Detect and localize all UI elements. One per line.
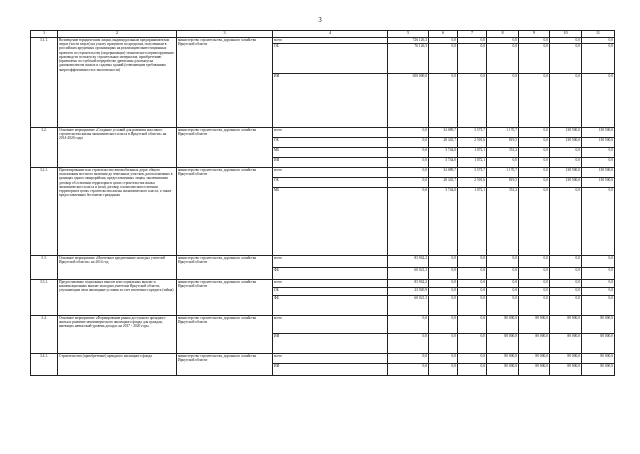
- amount-cell: 80 000,0: [582, 316, 615, 334]
- amount-cell: 726 126,3: [388, 38, 429, 44]
- amount-cell: 0,0: [582, 74, 615, 128]
- amount-cell: 0,0: [458, 38, 487, 44]
- amount-cell: 0,0: [519, 74, 550, 128]
- amount-cell: 3 573,7: [458, 168, 487, 178]
- amount-cell: 0,0: [550, 148, 582, 158]
- header-cell: 11: [582, 31, 615, 38]
- executor: министерство строительства, дорожного хозяйства Иркутской области: [177, 128, 273, 168]
- funding-source: всего: [273, 354, 388, 364]
- amount-cell: 0,0: [429, 288, 458, 296]
- measure-description: Основное мероприятие «Ипотечное кредитование молодых учителей Иркутской области» на 2014 год: [58, 256, 177, 280]
- amount-cell: 80 000,0: [487, 354, 519, 364]
- funding-source: всего: [273, 168, 388, 178]
- amount-cell: 0,0: [550, 44, 582, 74]
- funding-source: всего: [273, 316, 388, 334]
- amount-cell: 3 744,0: [429, 148, 458, 158]
- amount-cell: 0,0: [487, 74, 519, 128]
- table-row: [31, 354, 615, 364]
- header-cell: 4: [273, 31, 388, 38]
- amount-cell: 0,0: [582, 296, 615, 316]
- amount-cell: 138 500,0: [550, 178, 582, 188]
- amount-cell: 0,0: [519, 268, 550, 280]
- executor: министерство строительства, дорожного хозяйства Иркутской области: [177, 38, 273, 128]
- amount-cell: 3 744,0: [429, 158, 458, 168]
- table-row: [31, 168, 615, 178]
- row-number: 3.1.1.: [31, 38, 58, 128]
- amount-cell: 0,0: [550, 256, 582, 268]
- amount-cell: 0,0: [487, 44, 519, 74]
- amount-cell: 0,0: [487, 158, 519, 168]
- amount-cell: 0,0: [429, 354, 458, 364]
- header-cell: 7: [458, 31, 487, 38]
- amount-cell: 0,0: [550, 188, 582, 256]
- amount-cell: 80 000,0: [582, 364, 615, 376]
- measure-description: Строительство (приобретение) арендного жилищного фонда: [58, 354, 177, 376]
- amount-cell: 0,0: [519, 178, 550, 188]
- amount-cell: 0,0: [458, 280, 487, 288]
- amount-cell: 80 000,0: [487, 334, 519, 354]
- amount-cell: 0,0: [487, 296, 519, 316]
- amount-cell: 0,0: [458, 316, 487, 334]
- executor: министерство строительства, дорожного хозяйства Иркутской области: [177, 316, 273, 354]
- amount-cell: 0,0: [550, 268, 582, 280]
- table-row: [31, 316, 615, 334]
- measure-description: Основное мероприятие «Формирование рынка доступного арендного жилья и развитие некоммерческого жилищного фонда для граждан, имеющих невысокий уровень дохода» на 2017 - 2020 годы: [58, 316, 177, 354]
- table-body: [31, 38, 615, 376]
- amount-cell: 0,0: [582, 256, 615, 268]
- amount-cell: 80 000,0: [550, 354, 582, 364]
- amount-cell: 1 072,1: [458, 188, 487, 256]
- amount-cell: 0,0: [388, 354, 429, 364]
- amount-cell: 0,0: [487, 280, 519, 288]
- amount-cell: 138 500,0: [582, 138, 615, 148]
- header-cell: 3: [177, 31, 273, 38]
- amount-cell: 0,0: [429, 280, 458, 288]
- amount-cell: 76 126,3: [388, 44, 429, 74]
- executor: министерство строительства, дорожного хозяйства Иркутской области: [177, 168, 273, 256]
- program-table: [30, 30, 615, 376]
- amount-cell: 0,0: [458, 288, 487, 296]
- amount-cell: 0,0: [388, 148, 429, 158]
- amount-cell: 1 170,7: [487, 128, 519, 138]
- amount-cell: 0,0: [582, 268, 615, 280]
- amount-cell: 32 089,7: [429, 128, 458, 138]
- amount-cell: 80 000,0: [519, 364, 550, 376]
- amount-cell: 0,0: [388, 168, 429, 178]
- funding-source: ОБ: [273, 138, 388, 148]
- amount-cell: 0,0: [582, 158, 615, 168]
- amount-cell: 80 000,0: [550, 316, 582, 334]
- executor: министерство строительства, дорожного хозяйства Иркутской области: [177, 354, 273, 376]
- amount-cell: 1 072,1: [458, 148, 487, 158]
- amount-cell: 80 000,0: [582, 334, 615, 354]
- amount-cell: 0,0: [550, 296, 582, 316]
- amount-cell: 83 942,2: [388, 280, 429, 288]
- amount-cell: 0,0: [458, 44, 487, 74]
- amount-cell: 3 573,7: [458, 128, 487, 138]
- row-number: 3.4.: [31, 316, 58, 354]
- amount-cell: 32 089,7: [429, 168, 458, 178]
- amount-cell: 0,0: [550, 38, 582, 44]
- row-number: 3.3.: [31, 256, 58, 280]
- funding-source: МБ: [273, 188, 388, 256]
- funding-source: ОБ: [273, 44, 388, 74]
- amount-cell: 0,0: [519, 188, 550, 256]
- amount-cell: 0,0: [388, 178, 429, 188]
- funding-source: всего: [273, 280, 388, 288]
- amount-cell: 3 744,0: [429, 188, 458, 256]
- amount-cell: 0,0: [582, 44, 615, 74]
- funding-source: МБ: [273, 148, 388, 158]
- amount-cell: 80 000,0: [582, 354, 615, 364]
- funding-source: ОБ: [273, 178, 388, 188]
- amount-cell: 0,0: [519, 128, 550, 138]
- amount-cell: 819,5: [487, 138, 519, 148]
- amount-cell: 0,0: [519, 38, 550, 44]
- table-row: [31, 128, 615, 138]
- amount-cell: 60 021,3: [388, 296, 429, 316]
- executor: министерство строительства, дорожного хозяйства Иркутской области: [177, 280, 273, 316]
- amount-cell: 138 500,0: [582, 128, 615, 138]
- amount-cell: 0,0: [519, 138, 550, 148]
- funding-source: ИИ: [273, 74, 388, 128]
- amount-cell: 0,0: [429, 316, 458, 334]
- amount-cell: 0,0: [388, 188, 429, 256]
- amount-cell: 138 500,0: [550, 128, 582, 138]
- amount-cell: 0,0: [519, 168, 550, 178]
- amount-cell: 0,0: [429, 268, 458, 280]
- amount-cell: 80 000,0: [550, 334, 582, 354]
- header-cell: 1: [31, 31, 58, 38]
- funding-source: ФБ: [273, 268, 388, 280]
- amount-cell: 0,0: [582, 188, 615, 256]
- amount-cell: 1 072,1: [458, 158, 487, 168]
- amount-cell: 0,0: [519, 280, 550, 288]
- amount-cell: 0,0: [550, 280, 582, 288]
- amount-cell: 0,0: [519, 148, 550, 158]
- row-number: 3.2.1.: [31, 168, 58, 256]
- amount-cell: 0,0: [519, 296, 550, 316]
- amount-cell: 0,0: [429, 256, 458, 268]
- header-cell: 2: [58, 31, 177, 38]
- amount-cell: 0,0: [429, 364, 458, 376]
- amount-cell: 138 500,0: [550, 138, 582, 148]
- amount-cell: 23 920,9: [388, 288, 429, 296]
- amount-cell: 0,0: [550, 74, 582, 128]
- amount-cell: 28 345,7: [429, 178, 458, 188]
- amount-cell: 0,0: [519, 256, 550, 268]
- amount-cell: 80 000,0: [519, 354, 550, 364]
- amount-cell: 80 000,0: [519, 316, 550, 334]
- amount-cell: 819,5: [487, 178, 519, 188]
- amount-cell: 0,0: [458, 256, 487, 268]
- amount-cell: 0,0: [458, 354, 487, 364]
- funding-source: ИИ: [273, 158, 388, 168]
- row-number: 3.2.: [31, 128, 58, 168]
- amount-cell: 0,0: [487, 288, 519, 296]
- amount-cell: 650 000,0: [388, 74, 429, 128]
- amount-cell: 83 942,2: [388, 256, 429, 268]
- funding-source: всего: [273, 128, 388, 138]
- amount-cell: 0,0: [429, 296, 458, 316]
- amount-cell: 0,0: [458, 364, 487, 376]
- funding-source: ОБ: [273, 288, 388, 296]
- measure-description: Возмещение юридическим лицам, индивидуальным предпринимателям затрат (части затрат) на уплату процентов по кредитам, полученным в российских кредитных организациях на реализацию инвестиционных проектов по строительству (модернизации) технического перевооружению производств по выпуску строительных материалов, приобретению (приемлемо по глубокой переработке древесины для выпуска домокомплектов жилых и садовых зданий (отвечающим требованиям энергоэффективности и экологичности): [58, 38, 177, 128]
- amount-cell: 0,0: [519, 158, 550, 168]
- header-cell: 8: [487, 31, 519, 38]
- amount-cell: 80 000,0: [487, 316, 519, 334]
- funding-source: ИИ: [273, 334, 388, 354]
- amount-cell: 138 500,0: [582, 178, 615, 188]
- amount-cell: 0,0: [429, 38, 458, 44]
- amount-cell: 0,0: [388, 138, 429, 148]
- table-row: [31, 280, 615, 288]
- amount-cell: 0,0: [458, 334, 487, 354]
- amount-cell: 80 000,0: [519, 334, 550, 354]
- amount-cell: 0,0: [388, 158, 429, 168]
- amount-cell: 60 021,3: [388, 268, 429, 280]
- header-cell: 10: [550, 31, 582, 38]
- amount-cell: 351,2: [487, 148, 519, 158]
- header-cell: 6: [429, 31, 458, 38]
- amount-cell: 80 000,0: [487, 364, 519, 376]
- header-cell: 9: [519, 31, 550, 38]
- amount-cell: 0,0: [458, 268, 487, 280]
- amount-cell: 0,0: [582, 38, 615, 44]
- amount-cell: 351,2: [487, 188, 519, 256]
- row-number: 3.3.1.: [31, 280, 58, 316]
- funding-source: всего: [273, 256, 388, 268]
- funding-source: ИИ: [273, 364, 388, 376]
- amount-cell: 0,0: [519, 44, 550, 74]
- amount-cell: 138 500,0: [550, 168, 582, 178]
- header-cell: 5: [388, 31, 429, 38]
- amount-cell: 2 501,6: [458, 138, 487, 148]
- funding-source: всего: [273, 38, 388, 44]
- amount-cell: 0,0: [550, 288, 582, 296]
- amount-cell: 0,0: [487, 38, 519, 44]
- amount-cell: 0,0: [582, 288, 615, 296]
- amount-cell: 1 170,7: [487, 168, 519, 178]
- amount-cell: 0,0: [582, 280, 615, 288]
- measure-description: Предоставление социальных выплат или социальных выплат и компенсационных выплат молодым учителям Иркутской области, улучшающим свои жилищные условия за счет ипотечного кредита (займа): [58, 280, 177, 316]
- amount-cell: 0,0: [388, 316, 429, 334]
- measure-description: Основное мероприятие «Создание условий для развития массового строительства жилья экономического класса в Иркутской области» на 2014-2020 годы: [58, 128, 177, 168]
- amount-cell: 0,0: [388, 128, 429, 138]
- header-row: [31, 31, 615, 38]
- amount-cell: 0,0: [582, 148, 615, 158]
- amount-cell: 0,0: [429, 44, 458, 74]
- amount-cell: 0,0: [519, 288, 550, 296]
- table-row: [31, 256, 615, 268]
- amount-cell: 138 500,0: [582, 168, 615, 178]
- amount-cell: 0,0: [487, 268, 519, 280]
- amount-cell: 0,0: [458, 296, 487, 316]
- amount-cell: 0,0: [388, 364, 429, 376]
- amount-cell: 0,0: [550, 158, 582, 168]
- amount-cell: 2 501,6: [458, 178, 487, 188]
- amount-cell: 0,0: [388, 334, 429, 354]
- executor: министерство строительства, дорожного хозяйства Иркутской области: [177, 256, 273, 280]
- amount-cell: 0,0: [458, 74, 487, 128]
- amount-cell: 28 345,7: [429, 138, 458, 148]
- funding-source: ФБ: [273, 296, 388, 316]
- page-number: 3: [318, 16, 322, 24]
- amount-cell: 0,0: [487, 256, 519, 268]
- measure-description: Проектирование или строительство автомобильных дорог общего пользования местного значения до земельных участков, расположенных в границах одного микрорайона, предоставленных лицам, заключившим договор об освоении территории в целях строительства жилья экономического класса и (или) договор о комплексном освоении территории в целях строительства жилья экономического класса, а также предоставленных бесплатно гражданам: [58, 168, 177, 256]
- amount-cell: 80 000,0: [550, 364, 582, 376]
- row-number: 3.4.1.: [31, 354, 58, 376]
- amount-cell: 0,0: [429, 334, 458, 354]
- amount-cell: 0,0: [429, 74, 458, 128]
